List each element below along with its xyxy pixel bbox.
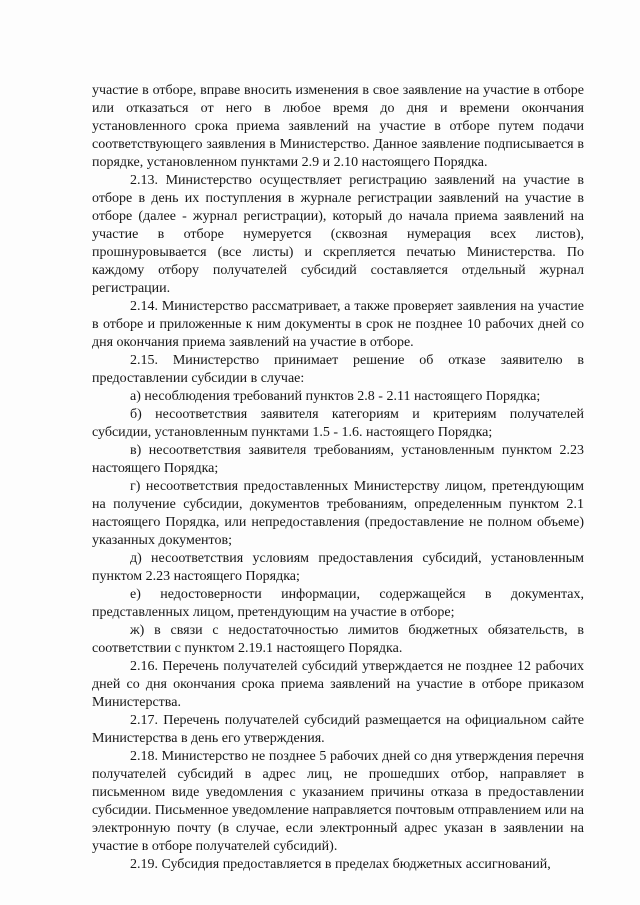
document-body	[92, 82, 584, 874]
list-item-g: г) несоответствия предоставленных Министерству лицом, претендующим на получение субсидии, документов требованиям, определенным пунктом 2.1 настоящего Порядка, или непредоставления (предоставление не полном объеме) указанных документов;	[92, 479, 584, 548]
paragraph-2-16: 2.16. Перечень получателей субсидий утверждается не позднее 12 рабочих дней со дня окончания срока приема заявлений на участие в отборе приказом Министерства.	[92, 659, 584, 710]
paragraph-2-17: 2.17. Перечень получателей субсидий размещается на официальном сайте Министерства в день его утверждения.	[92, 713, 584, 746]
list-item-a: а) несоблюдения требований пунктов 2.8 - 2.11 настоящего Порядка;	[130, 389, 541, 404]
paragraph-2-19: 2.19. Субсидия предоставляется в пределах бюджетных ассигнований,	[130, 857, 551, 872]
paragraph-2-13: 2.13. Министерство осуществляет регистрацию заявлений на участие в отборе в день их поступления в журнале регистрации заявлений на участие в отборе (далее - журнал регистрации), который до начала приема заявлений на участие в отборе нумеруется (сквозная нумерация всех листов), прошнуровывается (все листы) и скрепляется печатью Министерства. По каждому отбору получателей субсидий составляется отдельный журнал регистрации.	[92, 173, 584, 296]
list-item-e: е) недостоверности информации, содержащейся в документах, представленных лицом, претендующим на участие в отборе;	[92, 587, 584, 620]
list-item-v: в) несоответствия заявителя требованиям, установленным пунктом 2.23 настоящего Порядка;	[92, 443, 584, 476]
list-item-b: б) несоответствия заявителя категориям и критериям получателей субсидии, установленным пунктами 1.5 - 1.6. настоящего Порядка;	[92, 407, 584, 440]
paragraph-2-18: 2.18. Министерство не позднее 5 рабочих дней со дня утверждения перечня получателей субсидий в адрес лиц, не прошедших отбор, направляет в письменном виде уведомления с указанием причины отказа в предоставлении субсидии. Письменное уведомление направляется почтовым отправлением или на электронную почту (в случае, если электронный адрес указан в заявлении на участие в отборе получателей субсидий).	[92, 749, 584, 854]
list-item-zh: ж) в связи с недостаточностью лимитов бюджетных обязательств, в соответствии с пунктом 2.19.1 настоящего Порядка.	[92, 623, 584, 656]
paragraph-2-14: 2.14. Министерство рассматривает, а также проверяет заявления на участие в отборе и приложенные к ним документы в срок не позднее 10 рабочих дней со дня окончания приема заявлений на участие в отборе.	[92, 299, 584, 350]
list-item-d: д) несоответствия условиям предоставления субсидий, установленным пунктом 2.23 настоящего Порядка;	[92, 551, 584, 584]
paragraph-continuation: участие в отборе, вправе вносить изменения в свое заявление на участие в отборе или отказаться от него в любое время до дня и времени окончания установленного срока приема заявлений на участие в отборе путем подачи соответствующего заявления в Министерство. Данное заявление подписывается в порядке, установленном пунктами 2.9 и 2.10 настоящего Порядка.	[92, 83, 584, 170]
paragraph-2-15: 2.15. Министерство принимает решение об отказе заявителю в предоставлении субсидии в случае:	[92, 353, 584, 386]
